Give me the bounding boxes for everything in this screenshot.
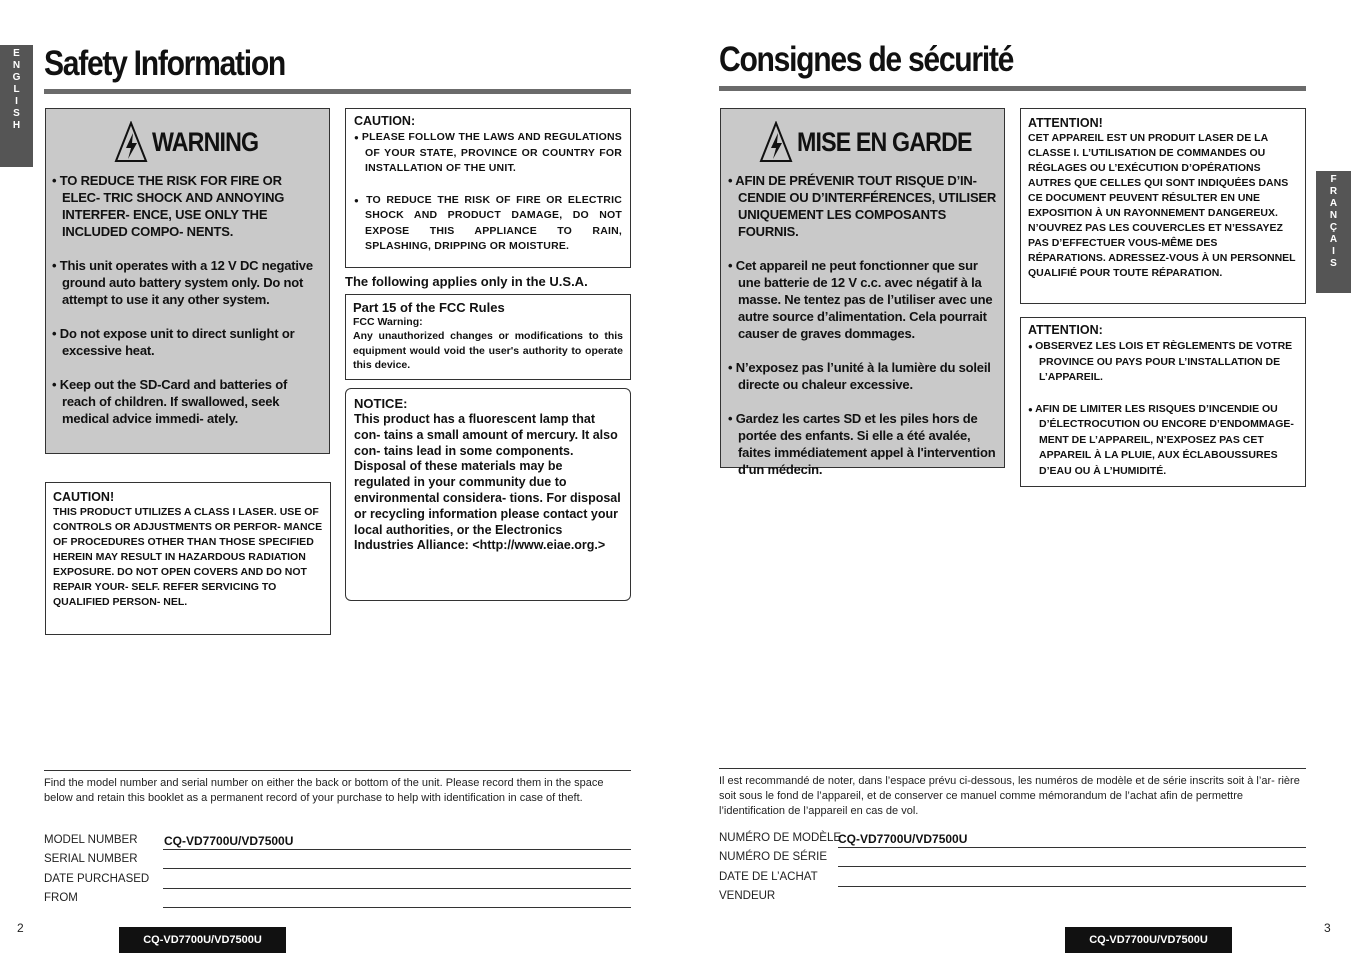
field-line-date[interactable] [838, 886, 1306, 887]
field-value-model: CQ-VD7700U/VD7500U [838, 832, 968, 846]
warning-item: • Cet appareil ne peut fonctionner que sur une batterie de 12 V c.c. avec négatif à la masse. Ne tentez pas de l’utiliser avec une autre source d’alimentation. Cela pourrait causer de graves dommages. [728, 257, 1000, 342]
fcc-subheading: FCC Warning: [353, 316, 423, 328]
attention-heading: ATTENTION! [1028, 116, 1103, 130]
field-line-from[interactable] [163, 907, 631, 908]
field-line-serial[interactable] [838, 866, 1306, 867]
caution-install-heading: CAUTION: [354, 114, 416, 128]
electric-warning-icon [759, 121, 793, 163]
usa-note: The following applies only in the U.S.A. [345, 274, 588, 289]
notice-heading: NOTICE: [354, 396, 408, 411]
warning-box [720, 108, 1005, 477]
warning-item: • Keep out the SD-Card and batteries of reach of children. If swallowed, seek medical advice immedi- ately. [52, 376, 322, 427]
caution-body: THIS PRODUCT UTILIZES A CLASS I LASER. USE OF CONTROLS OR ADJUSTMENTS OR PERFOR- MANCE OF PROCEDURES OTHER THAN THOSE SPECIFIED HEREIN MAY RESULT IN HAZARDOUS RADIATION EXPOSURE. DO NOT OPEN COVERS AND DO NOT REPAIR YOUR- SELF. REFER SERVICING TO QUALIFIED PERSON- NEL. [53, 506, 323, 608]
caution-install-item: ● TO REDUCE THE RISK OF FIRE OR ELECTRIC SHOCK AND PRODUCT DAMAGE, DO NOT EXPOSE THIS APPLIANCE TO RAIN, SPLASHING, DRIPPING OR MOISTURE. [354, 193, 622, 255]
warning-heading: MISE EN GARDE [797, 126, 972, 157]
warning-heading: WARNING [152, 126, 259, 157]
attention-body: CET APPAREIL EST UN PRODUIT LASER DE LA CLASSE I. L’UTILISATION DE COMMANDES OU RÉGLAGES OU L’EXÉCUTION D’OPÉRATIONS AUTRES QUE CELLES QUI SONT INDIQUÉES DANS CE DOCUMENT PEUVENT RÉSULTER EN UNE EXPOSITION À UN RAYONNEMENT DANGEREUX. N’OUVREZ PAS LES COUVERCLES ET N’ESSAYEZ PAS D’EFFECTUER VOUS-MÊME DES RÉPARATIONS. ADRESSEZ-VOUS À UN PERSONNEL QUALIFIÉ POUR TOUTE RÉPARATION. [1028, 132, 1296, 279]
attention-install-list [1028, 339, 1298, 479]
field-label-date: DATE PURCHASED [44, 873, 150, 885]
model-badge: CQ-VD7700U/VD7500U [1065, 927, 1232, 953]
tab-letter: L [13, 84, 20, 95]
tab-letter: I [15, 96, 18, 107]
warning-box [45, 108, 330, 454]
notice-box [345, 388, 631, 601]
field-line-serial[interactable] [163, 868, 631, 869]
field-label-from: FROM [44, 892, 78, 904]
warning-item: • Gardez les cartes SD et les piles hors de portée des enfants. Si elle a été avalée, faites immédiatement appel à l'intervention d'un médecin. [728, 410, 1000, 478]
tab-letter: A [1329, 234, 1338, 245]
electric-warning-icon [114, 121, 148, 163]
tab-letter: R [1329, 186, 1338, 197]
caution-install-list [354, 130, 622, 255]
attention-install-box [1020, 317, 1306, 487]
language-tab-french [1316, 171, 1351, 293]
title-rule [719, 86, 1306, 91]
warning-item: • AFIN DE PRÉVENIR TOUT RISQUE D’IN- CENDIE OU D’INTERFÉRENCES, UTILISER UNIQUEMENT LES COMPOSANTS FOURNIS. [728, 172, 1000, 240]
record-top-rule [719, 768, 1306, 769]
field-label-serial: NUMÉRO DE SÉRIE [719, 851, 827, 863]
caution-install-box [345, 108, 631, 268]
warning-header [759, 121, 1000, 163]
field-line-date[interactable] [163, 888, 631, 889]
tab-letter: G [12, 72, 21, 83]
caution-heading: CAUTION! [53, 490, 115, 504]
warning-item: • N’exposez pas l’unité à la lumière du soleil directe ou chaleur excessive. [728, 359, 1000, 393]
warning-list [728, 172, 1000, 495]
field-label-serial: SERIAL NUMBER [44, 853, 138, 865]
attention-install-heading: ATTENTION: [1028, 323, 1103, 337]
caution-laser-box [45, 482, 331, 635]
fcc-heading: Part 15 of the FCC Rules [353, 300, 505, 315]
warning-item: • TO REDUCE THE RISK FOR FIRE OR ELEC- TRIC SHOCK AND ANNOYING INTERFER- ENCE, USE ONLY THE INCLUDED COMPO- NENTS. [52, 172, 322, 240]
warning-list [52, 172, 322, 444]
warning-item: • Do not expose unit to direct sunlight or excessive heat. [52, 325, 322, 359]
page-number: 3 [1324, 921, 1331, 935]
caution-install-item: ● PLEASE FOLLOW THE LAWS AND REGULATIONS OF YOUR STATE, PROVINCE OR COUNTRY FOR INSTALLATION OF THE UNIT. [354, 130, 622, 177]
field-label-model: NUMÉRO DE MODÈLE [719, 832, 842, 844]
fcc-body: Any unauthorized changes or modifications to this equipment would void the user's authority to operate this device. [353, 330, 623, 371]
title-rule [44, 89, 631, 94]
notice-body: This product has a fluorescent lamp that con- tains a small amount of mercury. It also con- tains lead in some components. Disposal of these materials may be regulated in your community due to environmental considera- tions. For disposal or recycling information please contact your local authorities, or the Electronics Industries Alliance: <http://www.eiae.org.> [354, 412, 621, 553]
page-number: 2 [17, 921, 24, 935]
field-label-date: DATE DE L’ACHAT [719, 871, 818, 883]
field-value-model: CQ-VD7700U/VD7500U [164, 834, 294, 848]
language-tab-english [0, 45, 33, 167]
tab-letter: E [13, 48, 20, 59]
attention-install-item: ● OBSERVEZ LES LOIS ET RÈGLEMENTS DE VOTRE PROVINCE OU PAYS POUR L’INSTALLATION DE L’APPAREIL. [1028, 339, 1298, 386]
record-instructions: Il est recommandé de noter, dans l’espace prévu ci-dessous, les numéros de modèle et de série inscrits soit à l’ar- rière soit sous le fond de l’appareil, et de conserver ce manuel comme mémorandum de l’achat afin de permettre l’identification de l’appareil en cas de vol. [719, 775, 1300, 817]
tab-letter: H [12, 120, 21, 131]
tab-letter: F [1330, 174, 1337, 185]
field-label-vendor: VENDEUR [719, 890, 776, 902]
field-label-model: MODEL NUMBER [44, 834, 138, 846]
field-line-model [838, 847, 1306, 848]
record-top-rule [44, 770, 631, 771]
record-instructions: Find the model number and serial number on either the back or bottom of the unit. Please record them in the space below and retain this booklet as a permanent record of your purchase to help with identification in case of theft. [44, 777, 604, 804]
page-title: Consignes de sécurité [719, 40, 1014, 79]
attention-install-item: ● AFIN DE LIMITER LES RISQUES D’INCENDIE OU D’ÉLECTROCUTION OU ENCORE D’ENDOMMAGE- MENT DE L’APPAREIL, N’EXPOSEZ PAS CET APPAREIL À LA PLUIE, AUX ÉCLABOUSSURES D’EAU OU À L’HUMIDITÉ. [1028, 402, 1298, 480]
tab-letter: A [1329, 198, 1338, 209]
field-line-model [163, 849, 631, 850]
tab-letter: N [12, 60, 21, 71]
tab-letter: I [1332, 246, 1335, 257]
page-title: Safety Information [44, 44, 286, 83]
warning-item: • This unit operates with a 12 V DC negative ground auto battery system only. Do not attempt to use it any other system. [52, 257, 322, 308]
tab-letter: N [1329, 210, 1338, 221]
model-badge: CQ-VD7700U/VD7500U [119, 927, 286, 953]
warning-header [114, 121, 276, 163]
tab-letter: Ç [1329, 222, 1338, 233]
attention-laser-box [1020, 108, 1306, 304]
fcc-box [345, 294, 631, 380]
tab-letter: S [13, 108, 20, 119]
tab-letter: S [1330, 258, 1337, 269]
